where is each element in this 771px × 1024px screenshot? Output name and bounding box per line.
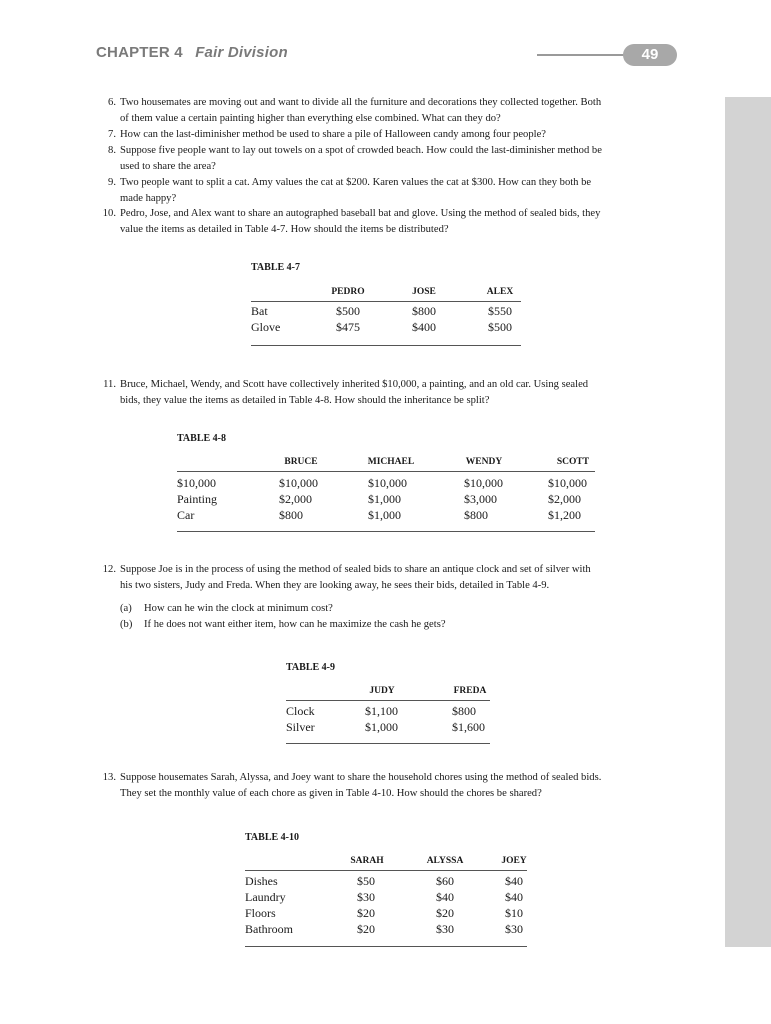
table-cell: $40 [436,890,454,904]
table-header-rule [251,301,521,302]
table-bottom-rule [177,531,595,532]
problem-line: of them value a certain painting higher than everything else combined. What can they do? [120,113,501,124]
table-cell: $1,600 [452,720,485,734]
problem-number: 8. [108,145,116,156]
table-cell: $30 [357,890,375,904]
table-cell: $800 [464,508,488,522]
problem-12-part-a [120,601,333,617]
column-header: PEDRO [331,287,365,297]
table-bottom-rule [286,743,490,744]
table-cell: $50 [357,874,375,888]
problem-6 [108,95,680,127]
table-cell: $30 [436,922,454,936]
chapter-label: CHAPTER 4 [96,44,183,61]
problem-13 [102,770,680,802]
column-header: JOEY [501,856,527,866]
problem-line: used to share the area? [120,161,216,172]
table-cell: $800 [452,704,476,718]
row-label: Dishes [245,874,278,888]
row-label: Car [177,508,195,522]
row-label: Clock [286,704,315,718]
table-cell: $500 [336,304,360,318]
table-cell: $20 [357,922,375,936]
column-header: MICHAEL [367,457,415,467]
row-label: Floors [245,906,276,920]
table-cell: $40 [505,874,523,888]
table-caption: TABLE 4-10 [245,832,299,843]
problem-number: 9. [108,177,116,188]
header-rule [537,54,637,56]
problem-line: Two people want to split a cat. Amy values the cat at $200. Karen values the cat at $300. How can they both be [120,177,592,188]
problem-number: 12. [102,564,116,575]
row-label: Glove [251,320,281,334]
table-header-rule [245,870,527,871]
table-cell: $10,000 [548,476,587,490]
row-label: Bathroom [245,922,293,936]
table-cell: $60 [436,874,454,888]
row-label: $10,000 [177,476,216,490]
table-cell: $1,200 [548,508,581,522]
column-header: JOSE [412,287,436,297]
part-text: If he does not want either item, how can he maximize the cash he gets? [144,619,446,630]
table-header-rule [286,700,490,701]
problem-line: his two sisters, Judy and Freda. When they are looking away, he sees their bids, detailed in Table 4-9. [120,580,550,591]
table-cell: $1,000 [365,720,398,734]
chapter-title: Fair Division [195,44,288,61]
problem-line: Two housemates are moving out and want to divide all the furniture and decorations they collected together. Both [120,97,602,108]
problem-number: 10. [102,208,116,219]
table-caption: TABLE 4-7 [251,262,300,273]
row-label: Painting [177,492,218,506]
table-cell: $550 [488,304,512,318]
table-cell: $10,000 [464,476,503,490]
chapter-heading [96,44,288,61]
table-cell: $2,000 [279,492,312,506]
table-cell: $40 [505,890,523,904]
side-tab [725,97,771,947]
table-cell: $20 [436,906,454,920]
problem-number: 13. [102,772,116,783]
problem-line: Suppose five people want to lay out towels on a spot of crowded beach. How could the last-diminisher method be [120,145,602,156]
table-cell: $3,000 [464,492,497,506]
column-header: WENDY [465,457,503,467]
part-label: (b) [120,619,133,630]
part-text: How can he win the clock at minimum cost? [144,603,333,614]
problem-line: Pedro, Jose, and Alex want to share an autographed baseball bat and glove. Using the method of sealed bids, they [120,208,601,219]
problem-number: 11. [103,379,116,390]
table-cell: $30 [505,922,523,936]
problem-line: made happy? [120,193,177,204]
column-header: SCOTT [556,457,590,467]
table-cell: $10,000 [368,476,407,490]
problem-line: How can the last-diminisher method be used to share a pile of Halloween candy among four people? [120,129,546,140]
table-bottom-rule [245,946,527,947]
table-cell: $400 [412,320,436,334]
table-cell: $500 [488,320,512,334]
problem-8 [108,143,680,175]
problem-7 [108,127,680,143]
table-cell: $475 [336,320,360,334]
problem-line: They set the monthly value of each chore as given in Table 4-10. How should the chores be shared? [120,788,542,799]
row-label: Laundry [245,890,286,904]
table-caption: TABLE 4-9 [286,662,335,673]
table-cell: $800 [412,304,436,318]
column-header: JUDY [369,686,395,696]
problem-10 [102,206,680,238]
table-bottom-rule [251,345,521,346]
problem-number: 6. [108,97,116,108]
problem-line: Suppose housemates Sarah, Alyssa, and Joey want to share the household chores using the method of sealed bids. [120,772,602,783]
column-header: BRUCE [284,457,318,467]
column-header: FREDA [453,686,487,696]
column-header: ALYSSA [426,856,464,866]
table-caption: TABLE 4-8 [177,433,226,444]
column-header: SARAH [350,856,384,866]
table-cell: $10,000 [279,476,318,490]
table-cell: $1,100 [365,704,398,718]
row-label: Bat [251,304,268,318]
problem-12 [102,562,680,594]
problem-line: Suppose Joe is in the process of using the method of sealed bids to share an antique clock and set of silver with [120,564,591,575]
problem-11 [103,377,680,409]
column-header: ALEX [486,287,514,297]
table-cell: $10 [505,906,523,920]
part-label: (a) [120,603,132,614]
problem-line: Bruce, Michael, Wendy, and Scott have collectively inherited $10,000, a painting, and an old car. Using sealed [120,379,589,390]
table-cell: $1,000 [368,492,401,506]
problem-number: 7. [108,129,116,140]
table-cell: $800 [279,508,303,522]
page-number: 49 [623,44,677,66]
problem-line: value the items as detailed in Table 4-7. How should the items be distributed? [120,224,449,235]
table-cell: $1,000 [368,508,401,522]
table-header-rule [177,471,595,472]
problem-9 [108,175,680,207]
problem-line: bids, they value the items as detailed in Table 4-8. How should the inheritance be split? [120,395,490,406]
table-cell: $20 [357,906,375,920]
problem-12-part-b [120,617,446,633]
row-label: Silver [286,720,315,734]
table-cell: $2,000 [548,492,581,506]
